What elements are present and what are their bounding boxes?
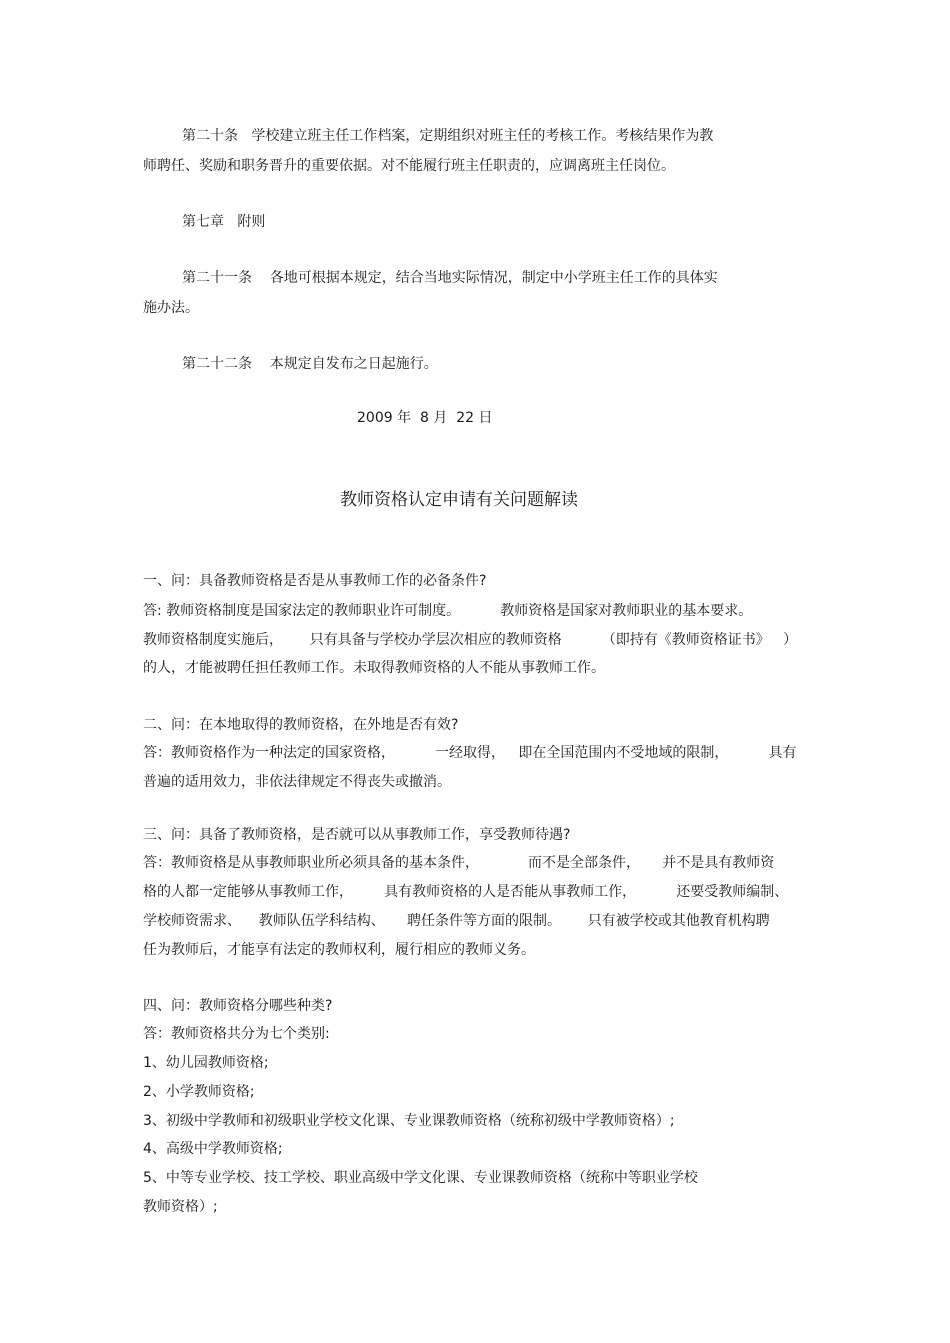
answer-1-line-2: 教师资格制度实施后， 只有具备与学校办学层次相应的教师资格 （即持有《教师资格证书》 ） (143, 632, 798, 648)
answer-1-line-1: 答: 教师资格制度是国家法定的教师职业许可制度。 教师资格是国家对教师职业的基本要求。 (143, 603, 753, 619)
answer-3-line-2: 格的人都一定能够从事教师工作， 具有教师资格的人是否能从事教师工作， 还要受教师编制、 (143, 884, 789, 900)
article-22: 第二十二条 本规定自发布之日起施行。 (182, 356, 438, 372)
article-21-line-2: 施办法。 (143, 300, 199, 316)
answer-2-line-1: 答：教师资格作为一种法定的国家资格， 一经取得， 即在全国范围内不受地域的限制， 具有 (143, 745, 797, 761)
answer-1-line-3: 的人，才能被聘任担任教师工作。未取得教师资格的人不能从事教师工作。 (143, 660, 605, 676)
answer-4-item-3: 3、初级中学教师和初级职业学校文化课、专业课教师资格（统称初级中学教师资格）; (143, 1113, 675, 1129)
answer-2-line-2: 普遍的适用效力，非依法律规定不得丧失或撤消。 (143, 774, 451, 790)
chapter-7-heading: 第七章 附则 (182, 214, 266, 230)
faq-title: 教师资格认定申请有关问题解读 (340, 490, 578, 510)
question-3: 三、问：具备了教师资格，是否就可以从事教师工作，享受教师待遇? (143, 827, 571, 843)
answer-4-item-5-line-1: 5、中等专业学校、技工学校、职业高级中学文化课、专业课教师资格（统称中等职业学校 (143, 1170, 698, 1186)
question-2: 二、问：在本地取得的教师资格，在外地是否有效? (143, 717, 459, 733)
answer-4-intro: 答：教师资格共分为七个类别: (143, 1026, 330, 1042)
question-1: 一、问：具备教师资格是否是从事教师工作的必备条件? (143, 573, 487, 589)
answer-4-item-2: 2、小学教师资格; (143, 1084, 255, 1100)
article-20-line-1: 第二十条 学校建立班主任工作档案，定期组织对班主任的考核工作。考核结果作为教 (182, 128, 714, 144)
answer-4-item-5-line-2: 教师资格）; (143, 1199, 218, 1215)
answer-3-line-4: 任为教师后，才能享有法定的教师权利，履行相应的教师义务。 (143, 942, 535, 958)
answer-4-item-1: 1、幼儿园教师资格; (143, 1055, 269, 1071)
article-21-line-1: 第二十一条 各地可根据本规定，结合当地实际情况，制定中小学班主任工作的具体实 (182, 270, 718, 286)
article-20-line-2: 师聘任、奖励和职务晋升的重要依据。对不能履行班主任职责的，应调离班主任岗位。 (143, 158, 675, 174)
answer-3-line-1: 答：教师资格是从事教师职业所必须具备的基本条件， 而不是全部条件， 并不是具有教师资 (143, 855, 775, 871)
publication-date: 2009 年 8 月 22 日 (357, 410, 493, 426)
answer-4-item-4: 4、高级中学教师资格; (143, 1141, 283, 1157)
question-4: 四、问：教师资格分哪些种类? (143, 998, 333, 1014)
answer-3-line-3: 学校师资需求、 教师队伍学科结构、 聘任条件等方面的限制。 只有被学校或其他教育机构聘 (143, 913, 770, 929)
